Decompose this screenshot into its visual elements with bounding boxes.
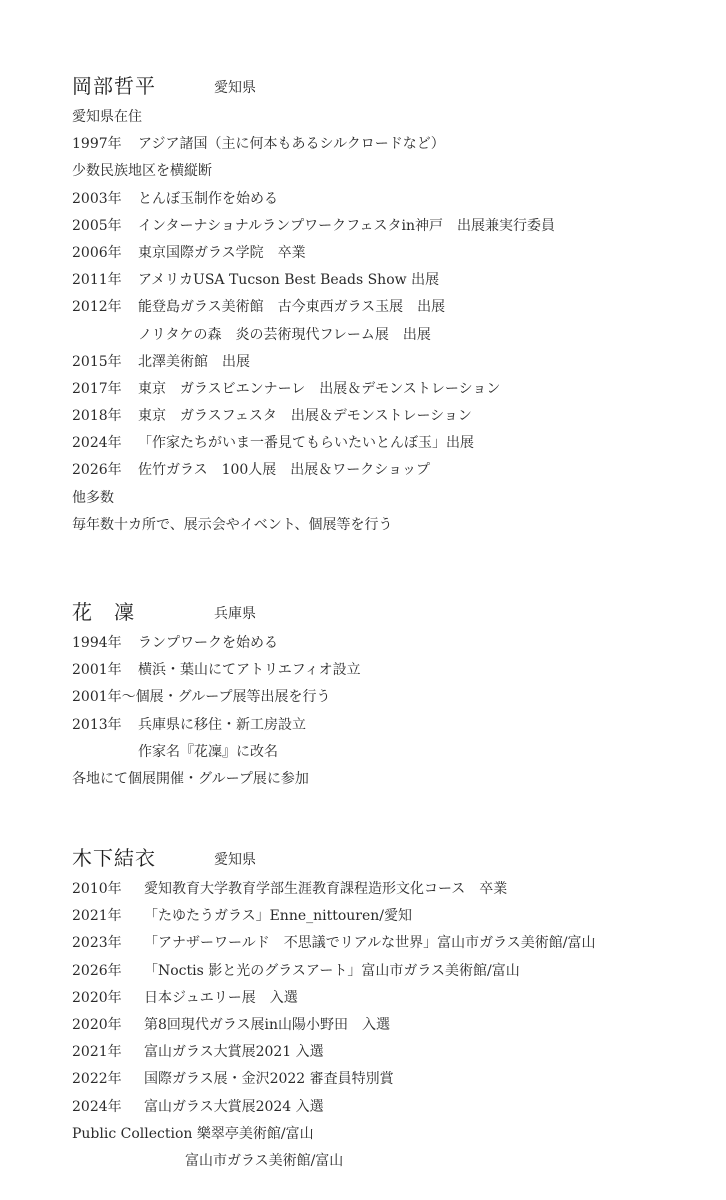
bio-year: 2020年 <box>72 989 122 1006</box>
bio-year: 2021年 <box>72 1044 122 1061</box>
bio-line <box>72 958 712 985</box>
bio-line <box>72 739 712 766</box>
bio-text: 各地にて個展開催・グループ展に参加 <box>72 770 309 787</box>
bio-line <box>72 294 712 321</box>
bio-text: 富山ガラス大賞展2021 入選 <box>144 1044 324 1061</box>
bio-text: 「作家たちがいま一番見てもらいたいとんぼ玉」出展 <box>138 435 474 452</box>
bio-line <box>72 512 712 539</box>
bio-line <box>72 1121 712 1148</box>
bio-year: 2010年 <box>72 881 122 897</box>
bio-line <box>72 322 712 349</box>
bio-year: 2020年 <box>72 1016 122 1033</box>
bio-text: インターナショナルランプワークフェスタin神戸 出展兼実行委員 <box>138 217 555 234</box>
artist-name: 花 凜 <box>72 600 135 624</box>
bio-text: 東京 ガラスビエンナーレ 出展＆デモンストレーション <box>138 380 501 397</box>
artist-prefecture: 愛知県 <box>214 852 256 868</box>
bio-text: 少数民族地区を横縦断 <box>72 163 212 180</box>
bio-text: Public Collection 樂翠亭美術館/富山 <box>72 1125 314 1142</box>
bio-line <box>72 630 712 657</box>
bio-line <box>72 903 712 930</box>
artist-profile-kinoshita <box>72 840 712 1175</box>
bio-line <box>72 430 712 457</box>
bio-line <box>72 485 712 512</box>
bio-line <box>72 657 712 684</box>
bio-year: 2011年 <box>72 272 122 289</box>
bio-line <box>72 1039 712 1066</box>
bio-year: 2022年 <box>72 1071 122 1088</box>
bio-text: ノリタケの森 炎の芸術現代フレーム展 出展 <box>138 326 431 343</box>
bio-text: 「Noctis 影と光のグラスアート」富山市ガラス美術館/富山 <box>144 962 520 979</box>
bio-line <box>72 213 712 240</box>
bio-year: 2001年 <box>72 662 122 679</box>
bio-text: 佐竹ガラス 100人展 出展＆ワークショップ <box>138 462 431 479</box>
bio-year: 2023年 <box>72 935 122 952</box>
bio-line <box>72 267 712 294</box>
bio-year: 2003年 <box>72 190 122 207</box>
bio-line <box>72 1094 712 1121</box>
bio-line <box>72 104 712 131</box>
artist-profile-karin <box>72 594 712 793</box>
bio-line <box>72 457 712 484</box>
bio-line <box>72 240 712 267</box>
bio-year: 1997年 <box>72 136 122 153</box>
bio-text: 愛知教育大学教育学部生涯教育課程造形文化コース 卒業 <box>144 881 508 897</box>
bio-text: 他多数 <box>72 489 114 506</box>
bio-text: 「アナザーワールド 不思議でリアルな世界」富山市ガラス美術館/富山 <box>144 935 596 952</box>
bio-year: 2024年 <box>72 1098 122 1115</box>
bio-line <box>72 403 712 430</box>
bio-year: 2018年 <box>72 408 122 425</box>
artist-name: 木下結衣 <box>72 846 156 870</box>
bio-year: 2026年 <box>72 462 122 479</box>
bio-year: 2017年 <box>72 380 122 397</box>
bio-year: 2015年 <box>72 353 122 370</box>
bio-text: 東京国際ガラス学院 卒業 <box>138 244 306 261</box>
bio-year: 1994年 <box>72 635 122 651</box>
bio-year: 2026年 <box>72 962 122 979</box>
bio-line <box>72 186 712 213</box>
artist-prefecture: 兵庫県 <box>214 606 256 622</box>
bio-text: アジア諸国（主に何本もあるシルクロードなど） <box>138 136 445 153</box>
bio-text: 東京 ガラスフェスタ 出展＆デモンストレーション <box>138 408 472 425</box>
bio-text: 日本ジュエリー展 入選 <box>144 989 298 1006</box>
bio-text: 横浜・葉山にてアトリエフィオ設立 <box>138 662 361 679</box>
bio-text: 「たゆたうガラス」Enne_nittouren/愛知 <box>144 908 413 925</box>
bio-text: 兵庫県に移住・新工房設立 <box>138 716 306 733</box>
bio-text: とんぼ玉制作を始める <box>138 190 278 207</box>
artist-name: 岡部哲平 <box>72 74 156 98</box>
bio-text: 第8回現代ガラス展in山陽小野田 入選 <box>144 1016 390 1033</box>
bio-text: 北澤美術館 出展 <box>138 353 250 370</box>
artist-header <box>72 68 712 100</box>
bio-year: 2024年 <box>72 435 122 452</box>
bio-year: 2013年 <box>72 716 122 733</box>
bio-line <box>72 158 712 185</box>
bio-text: 国際ガラス展・金沢2022 審査員特別賞 <box>144 1071 394 1088</box>
bio-year: 2006年 <box>72 244 122 261</box>
bio-line <box>72 985 712 1012</box>
bio-line <box>72 349 712 376</box>
bio-year: 2021年 <box>72 908 122 925</box>
artist-prefecture: 愛知県 <box>214 80 256 96</box>
bio-line <box>72 1148 712 1175</box>
bio-line <box>72 376 712 403</box>
bio-text: 愛知県在住 <box>72 109 142 125</box>
bio-text: 2001年～個展・グループ展等出展を行う <box>72 689 331 706</box>
bio-line <box>72 131 712 158</box>
bio-year: 2012年 <box>72 299 122 316</box>
bio-line <box>72 930 712 957</box>
bio-text: 能登島ガラス美術館 古今東西ガラス玉展 出展 <box>138 299 446 316</box>
bio-line <box>72 1066 712 1093</box>
bio-line <box>72 684 712 711</box>
bio-text: 富山ガラス大賞展2024 入選 <box>144 1098 324 1115</box>
bio-text: 作家名『花凜』に改名 <box>138 743 278 760</box>
bio-text: 富山市ガラス美術館/富山 <box>185 1152 344 1169</box>
bio-text: アメリカUSA Tucson Best Beads Show 出展 <box>138 272 440 289</box>
bio-line <box>72 876 712 903</box>
bio-line <box>72 1012 712 1039</box>
bio-text: 毎年数十カ所で、展示会やイベント、個展等を行う <box>72 516 393 533</box>
artist-header <box>72 840 712 872</box>
artist-profile-okabe <box>72 68 712 539</box>
bio-year: 2005年 <box>72 217 122 234</box>
bio-line <box>72 712 712 739</box>
bio-text: ランプワークを始める <box>138 635 278 651</box>
bio-line <box>72 766 712 793</box>
artist-header <box>72 594 712 626</box>
